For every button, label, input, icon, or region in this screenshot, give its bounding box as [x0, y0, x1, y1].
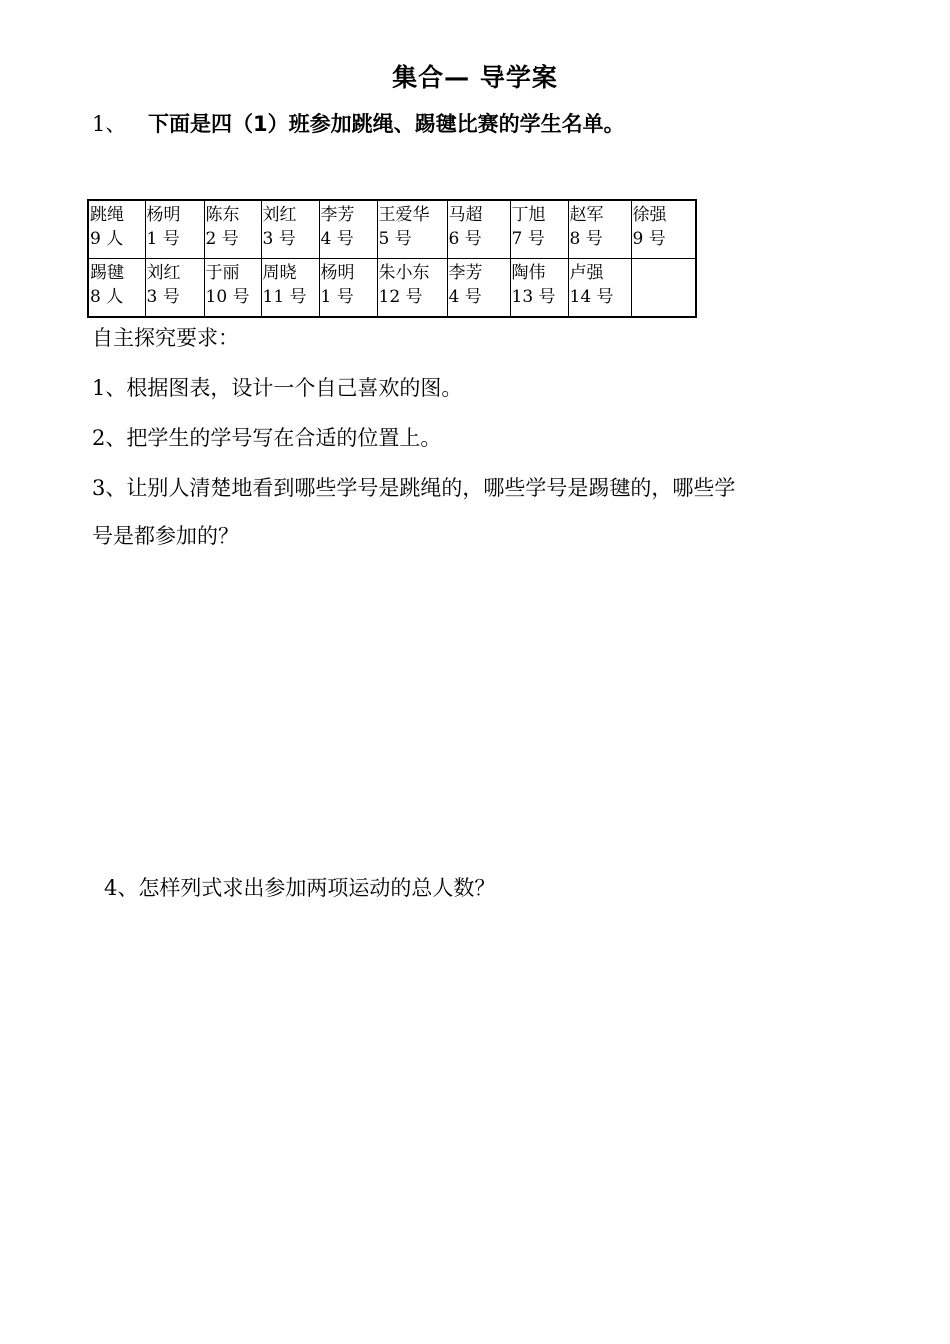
table-cell	[204, 259, 261, 318]
table-row	[88, 200, 696, 259]
table-cell	[510, 259, 568, 318]
requirements-heading: 自主探究要求：	[92, 326, 239, 350]
question-4: 4、怎样列式求出参加两项运动的总人数？	[104, 876, 496, 900]
cell-number: 7 号	[511, 229, 545, 249]
table-cell	[88, 259, 145, 318]
cell-name: 踢毽	[90, 263, 124, 283]
cell-number: 1 号	[320, 287, 354, 307]
question-1-number: 1、	[92, 112, 127, 136]
cell-number: 2 号	[205, 229, 239, 249]
requirement-3-line-2: 号是都参加的？	[92, 524, 239, 548]
cell-name: 徐强	[632, 205, 667, 225]
table-cell	[204, 200, 261, 259]
cell-number: 11 号	[262, 287, 307, 307]
cell-number: 1 号	[146, 229, 180, 249]
cell-number: 13 号	[511, 287, 556, 307]
table-cell	[631, 259, 696, 318]
cell-number: 4 号	[448, 287, 482, 307]
table-cell	[447, 259, 510, 318]
cell-name: 朱小东	[378, 263, 430, 283]
requirement-3-line-1: 3、让别人清楚地看到哪些学号是跳绳的，哪些学号是踢毽的，哪些学	[92, 476, 736, 500]
cell-name: 丁旭	[511, 205, 546, 225]
table-cell	[319, 259, 377, 318]
cell-number: 6 号	[448, 229, 482, 249]
roster-body	[88, 200, 696, 317]
table-cell	[377, 200, 447, 259]
cell-number: 3 号	[262, 229, 296, 249]
cell-name: 跳绳	[90, 205, 124, 225]
table-cell	[447, 200, 510, 259]
cell-number: 9 号	[632, 229, 666, 249]
cell-number: 8 人	[90, 287, 124, 307]
cell-number: 10 号	[205, 287, 250, 307]
table-cell	[319, 200, 377, 259]
table-cell	[631, 200, 696, 259]
cell-name: 杨明	[146, 205, 181, 225]
cell-name: 刘红	[146, 263, 181, 283]
cell-name: 周晓	[262, 263, 297, 283]
cell-name: 王爱华	[378, 205, 430, 225]
table-cell	[568, 259, 631, 318]
cell-name: 李芳	[448, 263, 483, 283]
requirement-1: 1、根据图表，设计一个自己喜欢的图。	[92, 376, 463, 400]
cell-number: 3 号	[146, 287, 180, 307]
table-cell	[145, 259, 204, 318]
cell-name: 陈东	[205, 205, 240, 225]
table-cell	[88, 200, 145, 259]
cell-name: 于丽	[205, 263, 240, 283]
cell-name: 杨明	[320, 263, 355, 283]
table-cell	[261, 200, 319, 259]
cell-name: 陶伟	[511, 263, 546, 283]
requirement-2: 2、把学生的学号写在合适的位置上。	[92, 426, 442, 450]
cell-number: 8 号	[569, 229, 603, 249]
cell-name: 赵军	[569, 205, 604, 225]
page-title: 集合— 导学案	[392, 63, 558, 92]
cell-number: 9 人	[90, 229, 124, 249]
question-1	[92, 108, 625, 138]
cell-name: 李芳	[320, 205, 355, 225]
table-cell	[510, 200, 568, 259]
table-cell	[261, 259, 319, 318]
cell-name: 卢强	[569, 263, 604, 283]
cell-number: 4 号	[320, 229, 354, 249]
table-cell	[145, 200, 204, 259]
cell-number: 14 号	[569, 287, 614, 307]
student-roster-table	[87, 199, 697, 318]
cell-number: 5 号	[378, 229, 412, 249]
cell-number: 12 号	[378, 287, 423, 307]
cell-name: 马超	[448, 205, 483, 225]
table-cell	[377, 259, 447, 318]
table-cell	[568, 200, 631, 259]
cell-name: 刘红	[262, 205, 297, 225]
question-1-text: 下面是四（1）班参加跳绳、踢毽比赛的学生名单。	[148, 112, 625, 136]
table-row	[88, 259, 696, 318]
